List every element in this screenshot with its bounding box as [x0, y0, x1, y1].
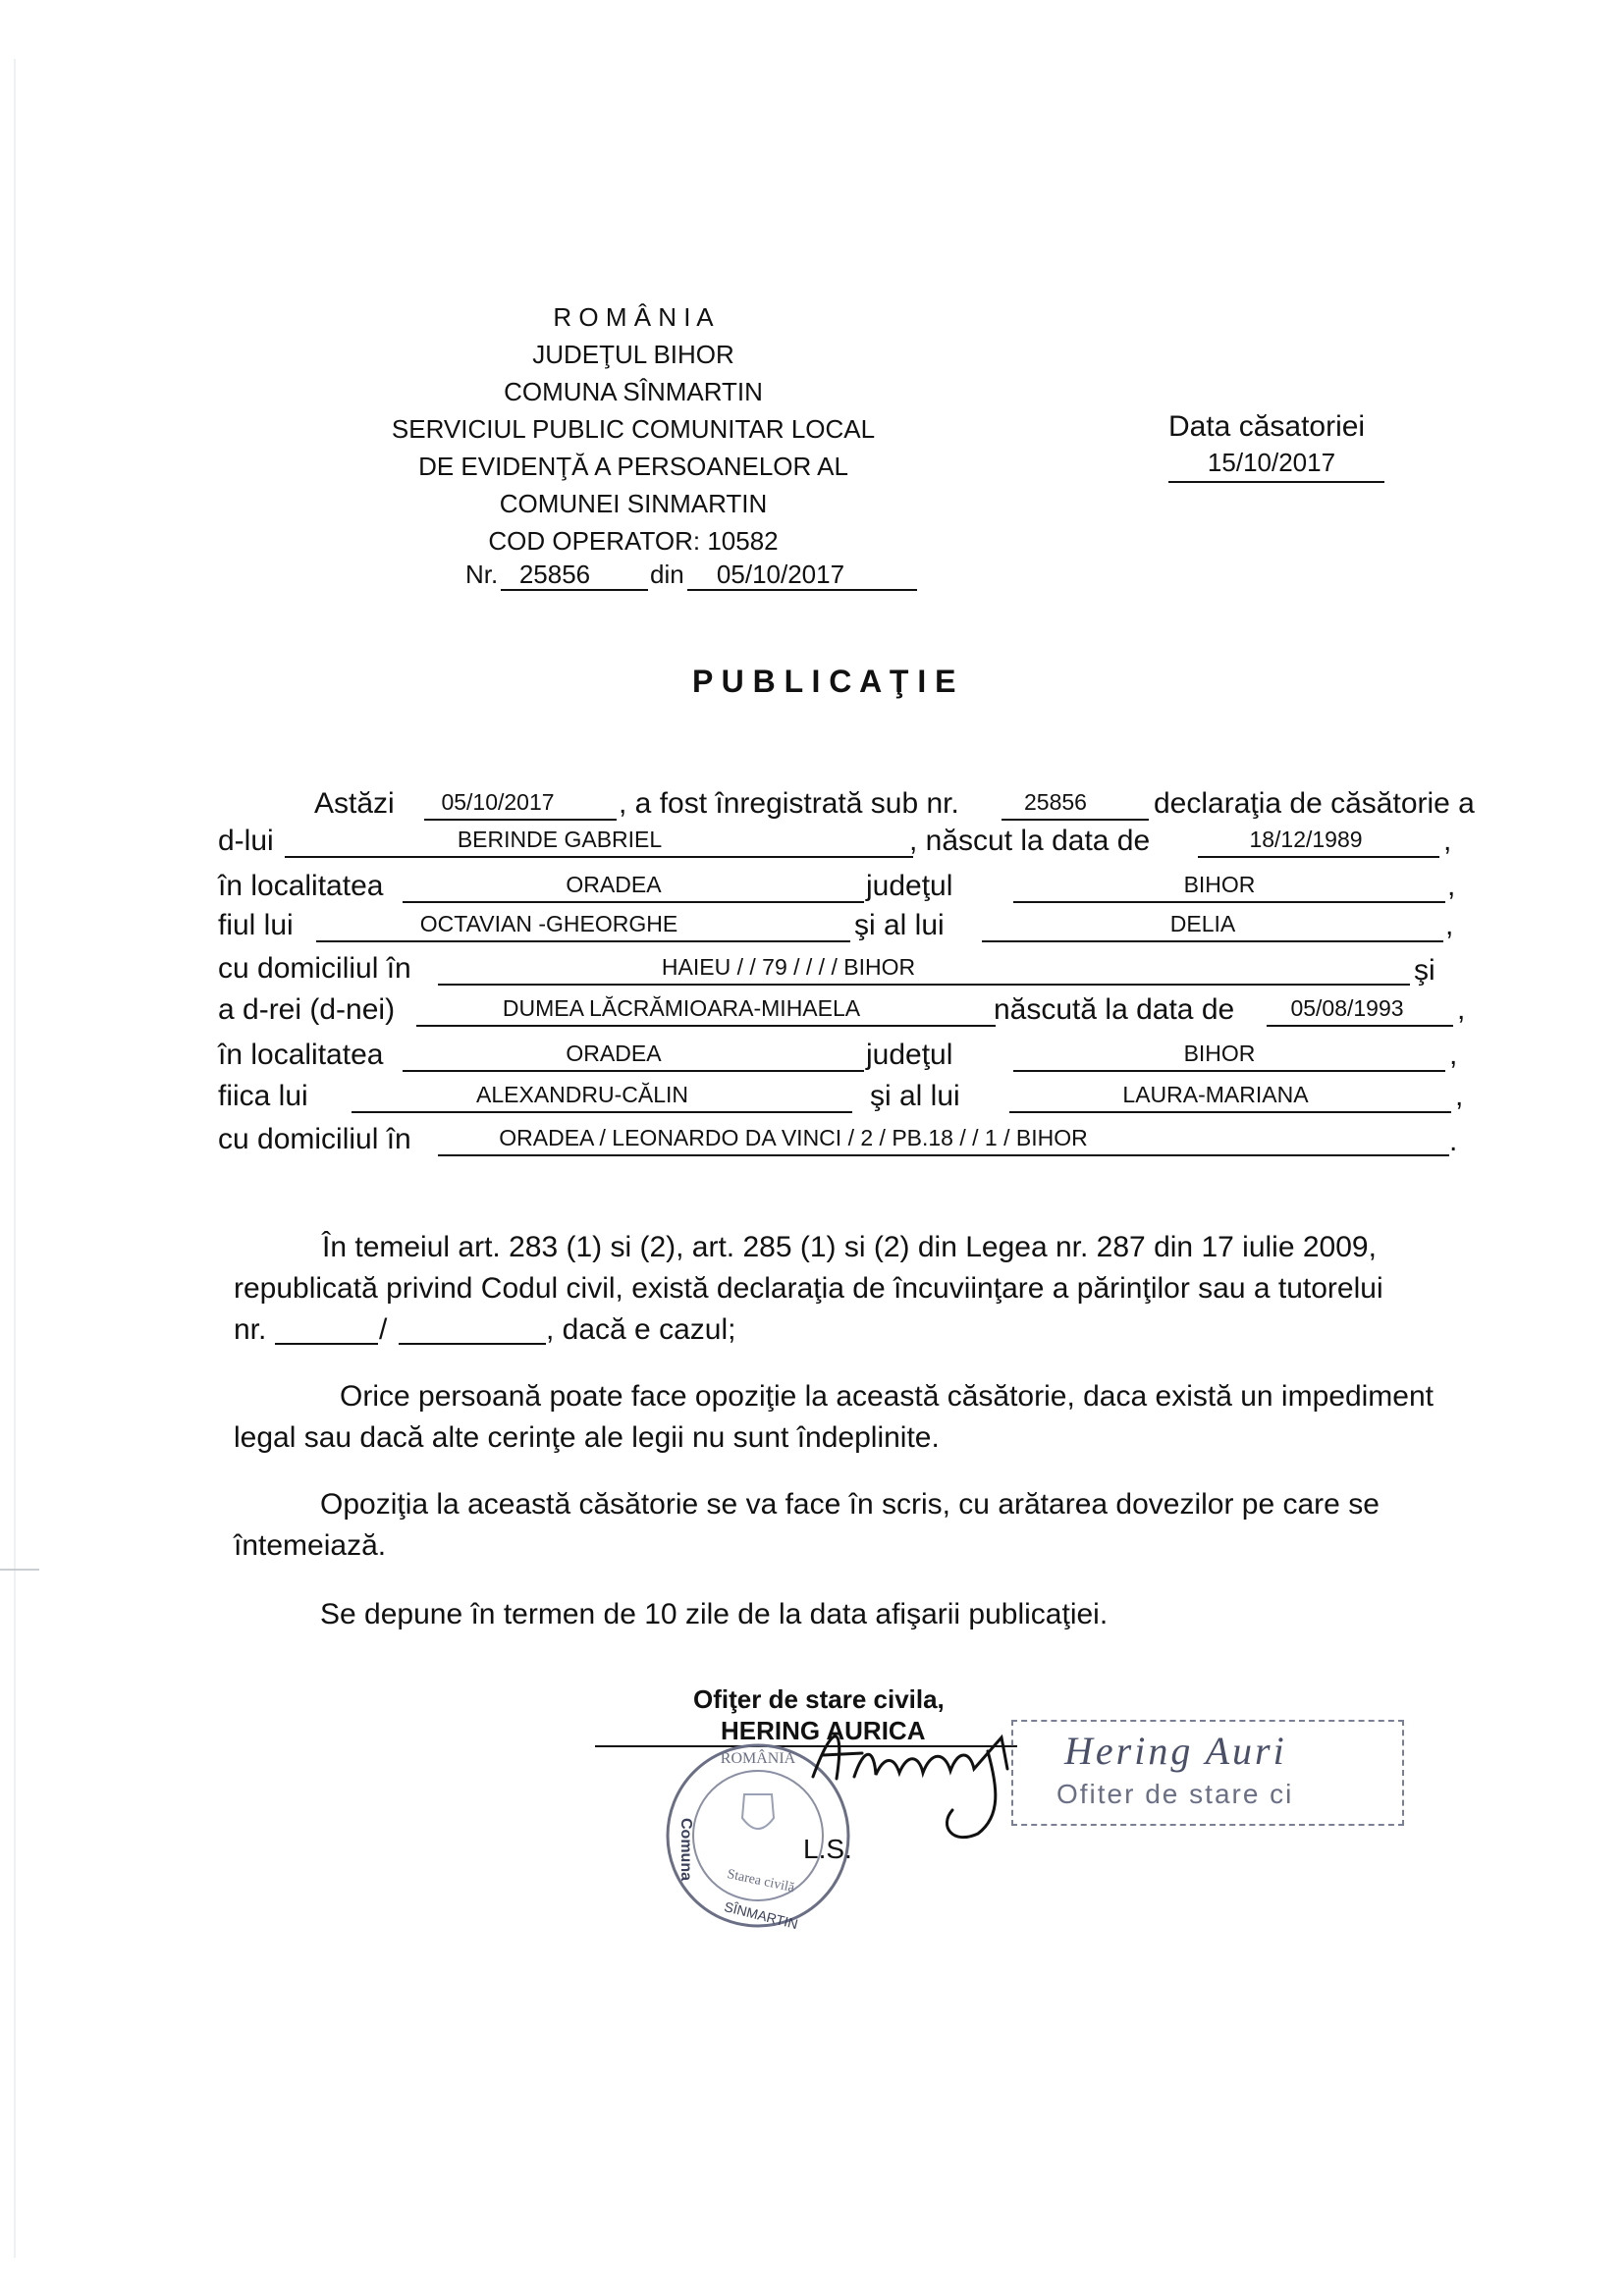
bride-localitatea-label: în localitatea	[218, 1039, 384, 1071]
header-country: R O M Â N I A	[553, 302, 714, 332]
legal-p1-line2: republicată privind Codul civil, există declaraţia de încuviinţare a părinţilor sau a tutorelui	[234, 1272, 1383, 1305]
handwritten-signature	[805, 1708, 1031, 1845]
groom-name: BERINDE GABRIEL	[457, 827, 663, 852]
row6-comma: ,	[1457, 993, 1466, 1026]
seal-inner-text: Starea civilă	[726, 1867, 796, 1896]
header-nr-label: Nr.	[465, 560, 499, 589]
legal-paragraph-2	[234, 1376, 1549, 1459]
declaratia-text: declaraţia de căsătorie a	[1154, 787, 1475, 820]
si-label: şi	[1414, 954, 1435, 987]
seal-left-text: Comuna	[677, 1818, 694, 1881]
bride-born-label: născută la data de	[994, 993, 1235, 1026]
groom-name-underline	[285, 856, 913, 858]
row2-comma: ,	[1443, 825, 1452, 857]
groom-domiciliul-label: cu domiciliul în	[218, 952, 411, 985]
legal-paragraph-4	[320, 1594, 1108, 1635]
scan-edge-line	[14, 59, 16, 2258]
groom-birth-underline	[1198, 856, 1439, 858]
row7-comma: ,	[1449, 1039, 1458, 1071]
legal-paragraph-1	[234, 1227, 1510, 1351]
drei-label: a d-rei (d-nei)	[218, 993, 396, 1026]
groom-si-al-lui-label: şi al lui	[854, 909, 945, 941]
reg-nr-value: 25856	[1024, 789, 1087, 815]
astazi-value: 05/10/2017	[441, 789, 555, 815]
legal-p2-line2: legal sau dacă alte cerinţe ale legii nu sunt îndeplinite.	[234, 1421, 940, 1454]
fiica-label: fiica lui	[218, 1080, 308, 1112]
groom-localitatea-label: în localitatea	[218, 870, 384, 902]
bride-father: ALEXANDRU-CĂLIN	[476, 1082, 688, 1107]
stamp-name: Hering Auri	[1064, 1729, 1287, 1773]
legal-paragraph-3	[234, 1484, 1549, 1567]
row8-comma: ,	[1455, 1080, 1464, 1112]
bride-domiciliul-label: cu domiciliul în	[218, 1123, 411, 1155]
registered-text: , a fost înregistrată sub nr.	[619, 787, 959, 820]
legal-p3-line1: Opoziţia la această căsătorie se va face în scris, cu arătarea dovezilor pe care se	[320, 1488, 1380, 1521]
legal-p1-date-underline	[399, 1343, 546, 1345]
legal-p3-line2: întemeiază.	[234, 1529, 387, 1562]
legal-p1-end: , dacă e cazul;	[546, 1313, 736, 1346]
officer-name: HERING AURICA	[721, 1716, 926, 1745]
bride-judetul-label: judeţul	[866, 1039, 953, 1071]
officer-stamp	[1011, 1720, 1404, 1826]
seal-top-text: ROMÂNIA	[720, 1750, 796, 1767]
groom-mother: DELIA	[1169, 911, 1236, 936]
bride-birth-underline	[1267, 1025, 1453, 1027]
officer-title: Ofiţer de stare civila,	[693, 1684, 945, 1714]
legal-p1-line1: În temeiul art. 283 (1) si (2), art. 285 (1) si (2) din Legea nr. 287 din 17 iulie 2009,	[322, 1231, 1377, 1263]
bride-locality-underline	[403, 1070, 864, 1072]
header-operator-code: COD OPERATOR: 10582	[488, 526, 779, 556]
bride-birth-date: 05/08/1993	[1290, 995, 1404, 1021]
groom-address: HAIEU / / 79 / / / / BIHOR	[661, 954, 916, 980]
page-title: P U B L I C A Ţ I E	[692, 664, 956, 699]
reg-nr-underline	[1001, 819, 1149, 821]
dlui-label: d-lui	[218, 825, 274, 857]
header-block	[324, 298, 943, 560]
header-commune: COMUNA SÎNMARTIN	[504, 377, 763, 406]
header-service-line-1: SERVICIUL PUBLIC COMUNITAR LOCAL	[391, 414, 876, 444]
astazi-label: Astăzi	[314, 787, 395, 820]
groom-county: BIHOR	[1183, 872, 1256, 897]
astazi-underline	[424, 819, 617, 821]
row4-comma: ,	[1445, 909, 1454, 941]
legal-p1-nr: nr.	[234, 1313, 267, 1346]
groom-birth-date: 18/12/1989	[1249, 827, 1363, 852]
groom-father-underline	[316, 940, 850, 942]
groom-father: OCTAVIAN -GHEORGHE	[419, 911, 678, 936]
groom-locality: ORADEA	[566, 872, 662, 897]
seal-bottom-text: SÎNMARTIN	[723, 1898, 800, 1933]
header-county: JUDEŢUL BIHOR	[532, 340, 734, 369]
bride-mother-underline	[1009, 1111, 1451, 1113]
groom-locality-underline	[403, 901, 864, 903]
bride-father-underline	[352, 1111, 852, 1113]
fiul-label: fiul lui	[218, 909, 294, 941]
groom-judetul-label: judeţul	[866, 870, 953, 902]
marriage-date-value: 15/10/2017	[1207, 448, 1336, 477]
bride-county: BIHOR	[1183, 1041, 1256, 1066]
legal-p2-line1: Orice persoană poate face opoziţie la această căsătorie, daca există un impediment	[340, 1380, 1434, 1413]
bride-county-underline	[1013, 1070, 1445, 1072]
marriage-date-underline	[1168, 481, 1384, 483]
legal-p1-slash: /	[379, 1313, 388, 1346]
ls-mark: L.S.	[803, 1834, 852, 1864]
header-service-line-3: COMUNEI SINMARTIN	[499, 489, 768, 518]
groom-mother-underline	[982, 940, 1443, 942]
bride-si-al-lui-label: şi al lui	[870, 1080, 960, 1112]
bride-mother: LAURA-MARIANA	[1122, 1082, 1309, 1107]
scan-fold-line	[0, 1569, 39, 1571]
row3-comma: ,	[1447, 870, 1456, 902]
legal-p1-nr-underline	[275, 1343, 378, 1345]
header-din-value: 05/10/2017	[716, 560, 845, 589]
header-nr-value: 25856	[518, 560, 591, 589]
header-din-label: din	[650, 560, 684, 589]
groom-county-underline	[1013, 901, 1445, 903]
marriage-date-label: Data căsatoriei	[1168, 410, 1366, 443]
header-service-line-2: DE EVIDENŢĂ A PERSOANELOR AL	[418, 452, 848, 481]
bride-name: DUMEA LĂCRĂMIOARA-MIHAELA	[502, 995, 861, 1021]
bride-address-underline	[438, 1154, 1449, 1156]
groom-born-label: , născut la data de	[909, 825, 1151, 857]
legal-p1-line3	[234, 1309, 1510, 1351]
groom-address-underline	[438, 984, 1410, 986]
row9-period: .	[1449, 1125, 1458, 1157]
bride-address: ORADEA / LEONARDO DA VINCI / 2 / PB.18 / / 1 / BIHOR	[499, 1125, 1088, 1150]
stamp-title: Ofiter de stare ci	[1056, 1779, 1294, 1809]
bride-locality: ORADEA	[566, 1041, 662, 1066]
legal-p4: Se depune în termen de 10 zile de la data afişarii publicaţiei.	[320, 1598, 1109, 1630]
seal-emblem-icon	[742, 1794, 774, 1829]
bride-name-underline	[416, 1025, 996, 1027]
